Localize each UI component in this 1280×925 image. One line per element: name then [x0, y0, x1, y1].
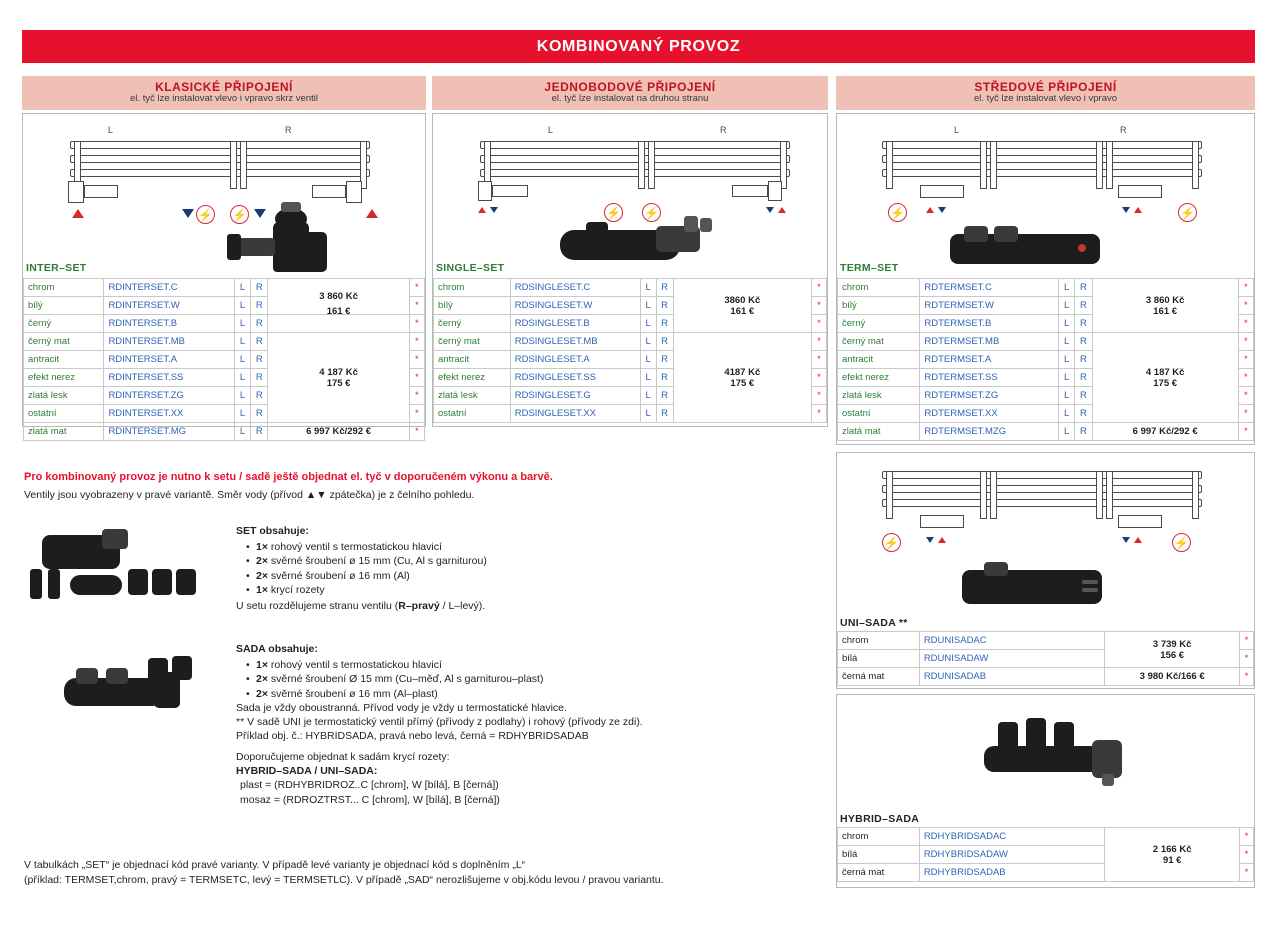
column-title: JEDNOBODOVÉ PŘIPOJENÍ [544, 79, 716, 94]
table-row: efekt nerez RDTERMSET.SS L R * [838, 369, 1254, 387]
list-item: • 2× svěrné šroubení ø 16 mm (Al) [248, 569, 656, 583]
price-cell-2: 4187 Kč 175 € [673, 333, 812, 423]
table-row: antracit RDTERMSET.A L R * [838, 351, 1254, 369]
list-item: • 1× rohový ventil s termostatickou hlavicí [248, 658, 776, 672]
flow-arrow-up-left [478, 207, 486, 213]
valve-left-body [920, 515, 964, 528]
table-termset [837, 278, 1254, 441]
heating-element-icon-left: ⚡ [882, 533, 901, 552]
flow-arrow-down-left [938, 207, 946, 213]
sada-note-1: Sada je vždy oboustranná. Přívod vody je vždy u termostatické hlavice. [236, 701, 567, 714]
table-row: bílá RDHYBRIDSADAW * [838, 846, 1254, 864]
flow-arrow-up-right [366, 209, 378, 218]
price-cell-2: 3 980 Kč/166 € [1105, 668, 1240, 686]
flow-arrow-down-right [1122, 207, 1130, 213]
flow-arrow-up-right [1134, 537, 1142, 543]
table-label-unisada: UNI–SADA ** [840, 617, 908, 629]
price-cell-1: 3 739 Kč 156 € [1105, 632, 1240, 668]
flow-arrow-down-left [926, 537, 934, 543]
table-row: chrom RDUNISADAC 3 739 Kč 156 € * [838, 632, 1254, 650]
heating-element-icon-left: ⚡ [888, 203, 907, 222]
price-cell-1: 3 860 Kč 161 € [1092, 279, 1238, 333]
diagram-label-left: L [108, 125, 114, 135]
table-row: zlatá lesk RDINTERSET.ZG L R * [24, 387, 425, 405]
sada-contents-block [236, 642, 776, 743]
table-row: bílý RDSINGLESET.W L R * [434, 297, 827, 315]
product-photo-unisada [962, 558, 1142, 618]
sada-contents-title: SADA obsahuje: [236, 643, 318, 655]
flow-arrow-down-left [490, 207, 498, 213]
sada-contents-list [236, 658, 776, 701]
list-item: • 2× svěrné šroubení ø 15 mm (Cu, Al s garniturou) [248, 554, 656, 568]
table-row: zlatá mat RDINTERSET.MG L R 6 997 Kč/292 € * [24, 423, 425, 441]
price-cell-2: 4 187 Kč 175 € [1092, 333, 1238, 423]
table-row: chrom RDTERMSET.C L R 3 860 Kč 161 € * [838, 279, 1254, 297]
diagram-label-left: L [548, 125, 554, 135]
valve-right-body [1118, 185, 1162, 198]
rozety-plast: plast = (RDHYBRIDROZ..C [chrom], W [bílá], B [černá]) [240, 779, 499, 792]
table-row: efekt nerez RDSINGLESET.SS L R * [434, 369, 827, 387]
rozety-title: HYBRID–SADA / UNI–SADA: [236, 765, 378, 778]
table-singleset [433, 278, 827, 423]
valve-right [346, 181, 362, 203]
page-title-banner [22, 30, 1255, 63]
diagram-label-left: L [954, 125, 960, 135]
product-photo-singleset [560, 212, 730, 272]
table-row: černá mat RDHYBRIDSADAB * [838, 864, 1254, 882]
table-row: černý RDTERMSET.B L R * [838, 315, 1254, 333]
heating-element-icon-left: ⚡ [604, 203, 623, 222]
table-row: ostatní RDTERMSET.XX L R * [838, 405, 1254, 423]
set-side-note: U setu rozdělujeme stranu ventilu (R–pravý / L–levý). [236, 599, 486, 612]
table-row: černý mat RDINTERSET.MB L R 4 187 Kč 175 € * [24, 333, 425, 351]
table-row: zlatá mat RDTERMSET.MZG L R 6 997 Kč/292 € * [838, 423, 1254, 441]
price-cell-2: 4 187 Kč 175 € [268, 333, 409, 423]
table-row: bílá RDUNISADAW * [838, 650, 1254, 668]
flow-arrow-down-left [182, 209, 194, 218]
price-cell-1-eur: 161 € [268, 315, 409, 333]
flow-arrow-up-left [938, 537, 946, 543]
table-row: ostatní RDSINGLESET.XX L R * [434, 405, 827, 423]
table-row: chrom RDSINGLESET.C L R 3860 Kč 161 € * [434, 279, 827, 297]
price-cell-1: 3860 Kč 161 € [673, 279, 812, 333]
table-row: bílý RDINTERSET.W L R * [24, 297, 425, 315]
flow-arrow-up-left [72, 209, 84, 218]
column-subtitle: el. tyč lze instalovat na druhou stranu [551, 93, 709, 105]
flow-arrow-up-right [1134, 207, 1142, 213]
valve-left-body [920, 185, 964, 198]
table-row: chrom RDHYBRIDSADAC 2 166 Kč 91 € * [838, 828, 1254, 846]
table-row: černý mat RDTERMSET.MB L R 4 187 Kč 175 € * [838, 333, 1254, 351]
column-subtitle: el. tyč lze instalovat vlevo i vpravo skrz ventil [130, 93, 318, 105]
page-title: KOMBINOVANÝ PROVOZ [536, 37, 741, 55]
valve-left-body [492, 185, 528, 197]
column-subtitle: el. tyč lze instalovat vlevo i vpravo [973, 93, 1118, 105]
flow-arrow-down-right [1122, 537, 1130, 543]
valve-right-body [732, 185, 768, 197]
table-row: ostatní RDINTERSET.XX L R * [24, 405, 425, 423]
diagram-label-right: R [720, 125, 727, 135]
table-row: černý RDSINGLESET.B L R * [434, 315, 827, 333]
list-item: • 2× svěrné šroubení ø 16 mm (Al–plast) [248, 687, 776, 701]
diagram-label-right: R [1120, 125, 1127, 135]
valve-right-body [1118, 515, 1162, 528]
list-item: • 2× svěrné šroubení Ø 15 mm (Cu–měď, Al s garniturou–plast) [248, 672, 776, 686]
rozety-note: Doporučujeme objednat k sadám krycí rozety: [236, 751, 450, 763]
column-title: STŘEDOVÉ PŘIPOJENÍ [974, 79, 1117, 94]
table-row: efekt nerez RDINTERSET.SS L R * [24, 369, 425, 387]
table-label-hybridsada: HYBRID–SADA [840, 813, 920, 825]
list-item: • 1× rohový ventil s termostatickou hlavicí [248, 540, 656, 554]
table-unisada [837, 631, 1254, 686]
table-row: černý mat RDSINGLESET.MB L R 4187 Kč 175 € * [434, 333, 827, 351]
table-row: zlatá lesk RDSINGLESET.G L R * [434, 387, 827, 405]
table-interset [23, 278, 425, 441]
column-header-single [432, 76, 828, 110]
table-hybridsada [837, 827, 1254, 882]
price-cell-1: 3 860 Kč [268, 279, 409, 315]
heating-element-icon-right: ⚡ [1172, 533, 1191, 552]
heating-element-icon-right: ⚡ [642, 203, 661, 222]
product-photo-hybridsada [980, 700, 1150, 795]
table-label-termset: TERM–SET [840, 262, 899, 274]
table-label-singleset: SINGLE–SET [436, 262, 505, 274]
valve-orientation-note: Ventily jsou vyobrazeny v pravé variantě. Směr vody (přívod ▲▼ zpátečka) je z čelního pohledu. [24, 489, 475, 501]
table-row: zlatá lesk RDTERMSET.ZG L R * [838, 387, 1254, 405]
flow-arrow-up-right [778, 207, 786, 213]
table-row: antracit RDSINGLESET.A L R * [434, 351, 827, 369]
product-photo-sada-contents [24, 650, 214, 730]
table-row: chrom RDINTERSET.C L R 3 860 Kč * [24, 279, 425, 297]
price-cell-1: 2 166 Kč 91 € [1105, 828, 1240, 882]
sada-note-2: ** V sadě UNI je termostatický ventil přímý (přívody z podlahy) i rohový (přívody ze zdi). [236, 715, 643, 728]
diagram-label-right: R [285, 125, 292, 135]
table-row: bílý RDTERMSET.W L R * [838, 297, 1254, 315]
valve-left-body [84, 185, 118, 198]
list-item: • 1× krycí rozety [248, 583, 656, 597]
set-contents-block [236, 524, 656, 613]
rozety-block [236, 750, 776, 807]
valve-right [768, 181, 782, 201]
product-photo-termset [950, 218, 1130, 278]
valve-left [478, 181, 492, 201]
footer-line-1: V tabulkách „SET“ je objednací kód pravé varianty. V případě levé varianty je objednací kód s doplněním „L“ [24, 859, 526, 871]
column-title: KLASICKÉ PŘIPOJENÍ [155, 79, 293, 94]
column-header-middle [836, 76, 1255, 110]
heating-element-icon-right: ⚡ [1178, 203, 1197, 222]
flow-arrow-up-left [926, 207, 934, 213]
set-contents-list [236, 540, 656, 597]
table-row: černý RDINTERSET.B L R 161 € * [24, 315, 425, 333]
price-cell-3: 6 997 Kč/292 € [268, 423, 409, 441]
heating-element-icon-left: ⚡ [196, 205, 215, 224]
column-header-classic [22, 76, 426, 110]
table-row: antracit RDINTERSET.A L R * [24, 351, 425, 369]
set-contents-title: SET obsahuje: [236, 525, 309, 537]
table-row: černá mat RDUNISADAB 3 980 Kč/166 € * [838, 668, 1254, 686]
valve-left [68, 181, 84, 203]
footer-note [24, 858, 824, 888]
footer-line-2: (příklad: TERMSET,chrom, pravý = TERMSETC, levý = TERMSETLC). V případě „SAD“ nerozlišujeme v obj.kódu levou / pravou variantu. [24, 874, 664, 887]
price-cell-3: 6 997 Kč/292 € [1092, 423, 1238, 441]
combined-operation-headline: Pro kombinovaný provoz je nutno k setu / sadě ještě objednat el. tyč v doporučeném výkonu a barvě. [24, 471, 553, 483]
sada-note-3: Příklad obj. č.: HYBRIDSADA, pravá nebo levá, černá = RDHYBRIDSADAB [236, 730, 589, 743]
product-photo-interset [225, 190, 335, 280]
product-photo-set-contents [24, 525, 214, 610]
flow-arrow-down-right [766, 207, 774, 213]
table-label-interset: INTER–SET [26, 262, 87, 274]
heating-element-icon-right: ⚡ [230, 205, 249, 224]
rozety-mosaz: mosaz = (RDROZTRST... C [chrom], W [bílá], B [černá]) [240, 793, 500, 806]
